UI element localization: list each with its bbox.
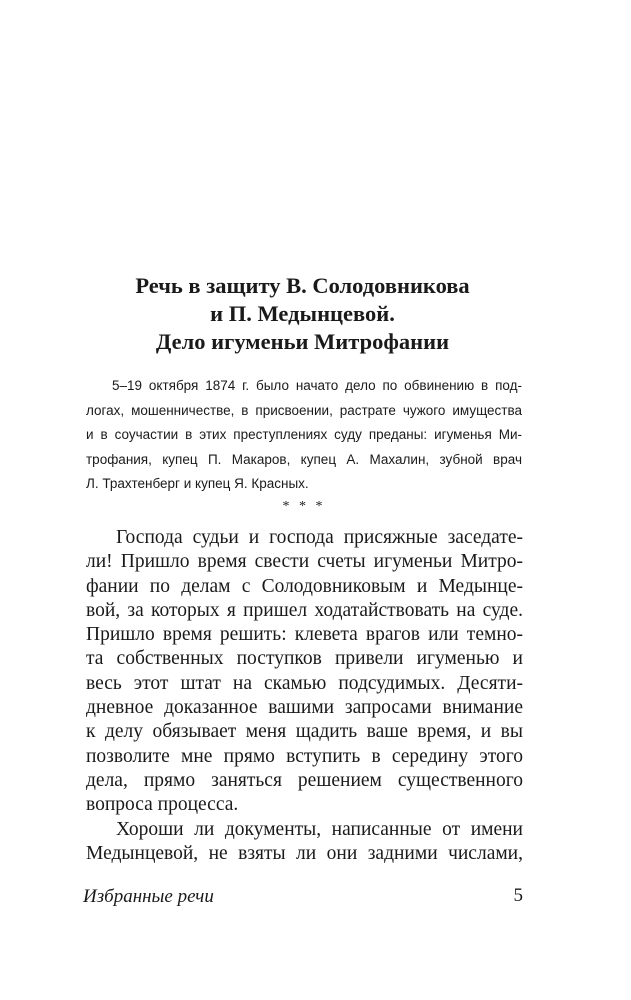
body-line: Господа судьи и господа присяжные заседате- — [116, 527, 523, 548]
body-line: дневное доказанное вашими запросами внимание — [86, 697, 523, 719]
body-line: Пришло время решить: клевета врагов или темно- — [86, 624, 523, 646]
body-line: позволите мне прямо вступить в середину этого — [86, 745, 523, 767]
intro-line: и в соучастии в этих преступлениях суду преданы: игуменья Ми- — [86, 427, 522, 442]
chapter-title — [60, 272, 545, 356]
body-text — [86, 526, 523, 866]
body-line: весь этот штат на скамью подсудимых. Десяти- — [86, 672, 523, 694]
body-line: вопроса процесса. — [86, 794, 239, 816]
body-line: фании по делам с Солодовниковым и Медынце- — [86, 575, 523, 597]
chapter-title-line: и П. Медынцевой. — [210, 301, 395, 326]
chapter-title-line: Дело игуменьи Митрофании — [155, 329, 450, 354]
body-line: вой, за которых я пришел ходатайствовать на суде. — [86, 599, 523, 621]
body-line: Хороши ли документы, написанные от имени — [116, 818, 523, 840]
body-line: дела, прямо заняться решением существенного — [86, 769, 523, 791]
body-line: ли! Пришло время свести счеты игуменьи Митро- — [86, 551, 523, 573]
page-number: 5 — [513, 885, 523, 906]
intro-line: логах, мошенничестве, в присвоении, растрате чужого имущества — [86, 402, 522, 418]
intro-paragraph — [86, 374, 522, 497]
section-separator: * * * — [282, 499, 326, 514]
intro-line: Л. Трахтенберг и купец Я. Красных. — [86, 476, 309, 491]
body-line: к делу обязывает меня щадить ваше время, и вы — [86, 721, 523, 743]
intro-line: трофания, купец П. Макаров, купец А. Махалин, зубной врач — [86, 451, 522, 467]
chapter-title-line: Речь в защиту В. Солодовникова — [135, 273, 470, 298]
running-footer-title: Избранные речи — [83, 886, 214, 907]
intro-line: 5–19 октября 1874 г. было начато дело по обвинению в под- — [112, 378, 522, 393]
body-line: Медынцевой, не взяты ли они задними числами, — [86, 842, 523, 864]
body-line: та собственных поступков привели игуменью и — [86, 648, 523, 670]
